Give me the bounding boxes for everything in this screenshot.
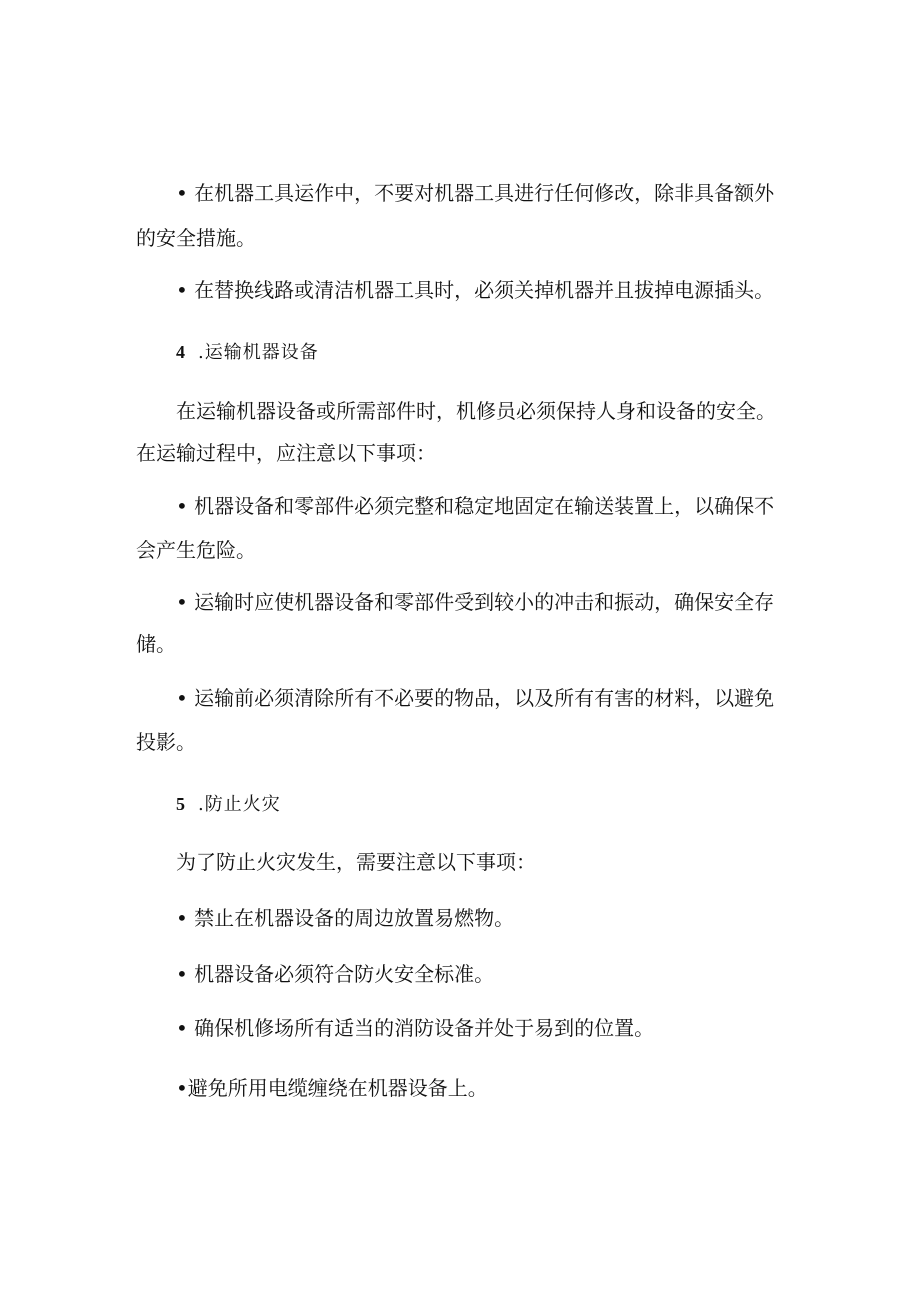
section-heading xyxy=(176,340,319,365)
paragraph-line: 为了防止火灾发生，需要注意以下事项： xyxy=(176,850,536,874)
bullet-line: • 运输前必须清除所有不必要的物品，以及所有有害的材料，以避免 xyxy=(176,686,775,710)
section-title: .运输机器设备 xyxy=(198,342,319,363)
bullet-line: • 在替换线路或清洁机器工具时，必须关掉机器并且拔掉电源插头。 xyxy=(176,278,775,302)
bullet-line: • 机器设备和零部件必须完整和稳定地固定在输送装置上，以确保不 xyxy=(176,494,775,518)
text-line: 投影。 xyxy=(136,730,196,754)
bullet-line: •避免所用电缆缠绕在机器设备上。 xyxy=(176,1076,488,1100)
paragraph-line: 在运输机器设备或所需部件时，机修员必须保持人身和设备的安全。 xyxy=(176,399,776,423)
section-number: 4 xyxy=(176,342,186,362)
text-line: 的安全措施。 xyxy=(136,226,256,250)
bullet-line: • 机器设备必须符合防火安全标准。 xyxy=(176,962,495,986)
section-heading xyxy=(176,792,281,817)
section-title: .防止火灾 xyxy=(198,794,281,815)
text-line: 会产生危险。 xyxy=(136,538,256,562)
text-line: 储。 xyxy=(136,632,176,656)
paragraph-line: 在运输过程中，应注意以下事项： xyxy=(136,441,436,465)
bullet-line: • 运输时应使机器设备和零部件受到较小的冲击和振动，确保安全存 xyxy=(176,590,775,614)
bullet-line: • 禁止在机器设备的周边放置易燃物。 xyxy=(176,906,515,930)
bullet-line: • 确保机修场所有适当的消防设备并处于易到的位置。 xyxy=(176,1016,655,1040)
section-number: 5 xyxy=(176,794,186,814)
bullet-line: • 在机器工具运作中，不要对机器工具进行任何修改，除非具备额外 xyxy=(176,181,775,205)
